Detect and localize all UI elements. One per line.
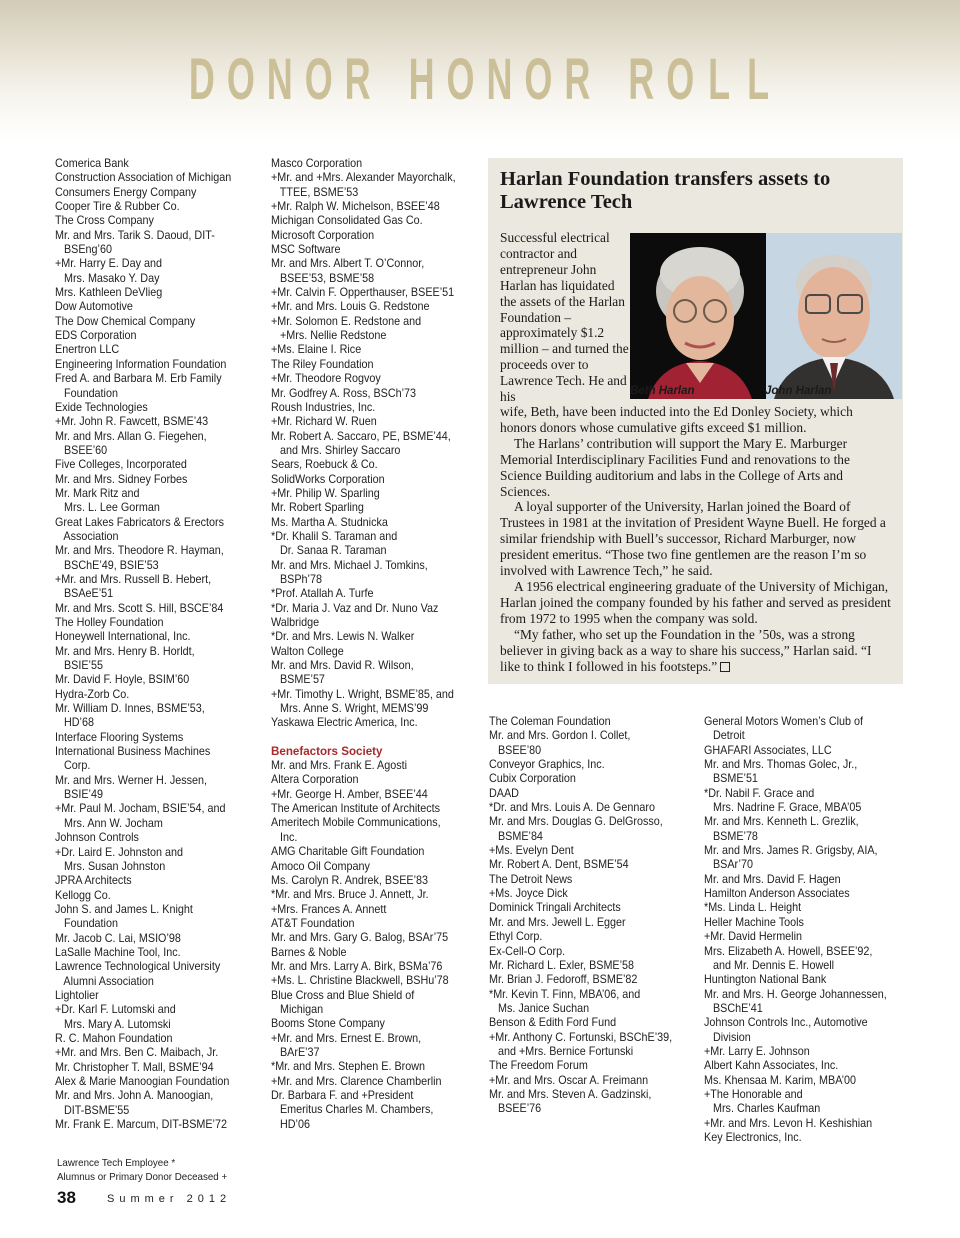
donor-entry: BSChE’49, BSIE’53: [55, 558, 159, 572]
donor-entry: and Mrs. Shirley Saccaro: [271, 443, 401, 457]
donor-entry: The Freedom Forum: [489, 1059, 588, 1073]
donor-entry: +Mr. and Mrs. Russell B. Hebert,: [55, 572, 212, 586]
donor-entry: Honeywell International, Inc.: [55, 630, 191, 644]
donor-entry: HD’06: [271, 1117, 310, 1131]
donor-entry: LaSalle Machine Tool, Inc.: [55, 945, 181, 959]
donor-entry: Mr. and Mrs. Theodore R. Hayman,: [55, 544, 224, 558]
donor-entry: Mr. and Mrs. Frank E. Agosti: [271, 759, 408, 773]
donor-entry: Mrs. Nadrine F. Grace, MBA’05: [704, 801, 862, 815]
title-letter: O: [304, 47, 333, 112]
donor-entry: +Mr. Larry E. Johnson: [704, 1044, 810, 1058]
donor-entry: Mr. and Mrs. David R. Wilson,: [271, 659, 414, 673]
donor-entry: Mr. Richard L. Exler, BSME’58: [489, 958, 635, 972]
donor-entry: Mr. and Mrs. Larry A. Birk, BSMa’76: [271, 959, 443, 973]
donor-entry: BSPh’78: [271, 572, 322, 586]
donor-entry: Inc.: [271, 830, 298, 844]
donor-entry: Mr. and Mrs. Tarik S. Daoud, DIT-: [55, 228, 215, 242]
donor-entry: Mrs. Anne S. Wright, MEMS’99: [271, 702, 429, 716]
donor-entry: Alumni Association: [55, 974, 154, 988]
donor-entry: TTEE, BSME’53: [271, 185, 359, 199]
donor-entry: Benson & Edith Ford Fund: [489, 1016, 617, 1030]
donor-entry: BSEE’60: [55, 443, 108, 457]
title-letter: R: [344, 47, 371, 112]
donor-entry: HD’68: [55, 716, 94, 730]
donor-entry: The American Institute of Architects: [271, 802, 440, 816]
donor-entry: DIT-BSME’55: [55, 1103, 130, 1117]
donor-entry: Walbridge: [271, 616, 320, 629]
donor-entry: +Mr. and +Mrs. Alexander Mayorchalk,: [271, 171, 456, 185]
title-letter: L: [747, 47, 770, 112]
title-letter: L: [708, 47, 731, 112]
donor-entry: and +Mrs. Bernice Fortunski: [489, 1044, 634, 1058]
donor-entry: Mrs. Susan Johnston: [55, 859, 166, 873]
donor-entry: Mr. and Mrs. Steven A. Gadzinski,: [489, 1087, 652, 1101]
donor-entry: Microsoft Corporation: [271, 228, 375, 242]
donor-column-2: [271, 157, 476, 1132]
donor-entry: *Dr. Maria J. Vaz and Dr. Nuno Vaz: [271, 601, 439, 615]
donor-entry: Mr. David F. Hoyle, BSIM’60: [55, 673, 190, 687]
donor-entry: +Ms. Joyce Dick: [489, 887, 568, 901]
donor-column-3: [489, 715, 701, 1117]
donor-entry: Cooper Tire & Rubber Co.: [55, 200, 180, 214]
donor-entry: *Ms. Linda L. Height: [704, 901, 802, 915]
donor-entry: +Dr. Laird E. Johnston and: [55, 845, 183, 859]
donor-entry: Comerica Bank: [55, 157, 129, 170]
donor-entry: +Mr. and Mrs. Oscar A. Freimann: [489, 1073, 649, 1087]
donor-entry: Corp.: [55, 759, 91, 773]
feature-article: [488, 158, 903, 684]
donor-entry: BSME’51: [704, 772, 758, 786]
donor-entry: +Mr. George H. Amber, BSEE’44: [271, 787, 428, 801]
donor-entry: Consumers Energy Company: [55, 185, 197, 199]
donor-entry: +Mr. Philip W. Sparling: [271, 486, 380, 500]
article-paragraph: [500, 627, 892, 675]
title-letter: [597, 46, 622, 113]
donor-entry: Five Colleges, Incorporated: [55, 458, 187, 472]
donor-entry: Mr. and Mrs. Gary G. Balog, BSAr’75: [271, 931, 449, 945]
donor-entry: Division: [704, 1030, 751, 1044]
article-intro: Successful electrical contractor and entrepreneur John Harlan has liquidated the assets of the Harlan Foundation – approximately $1.2 million – and turned the proceeds over to Lawrence Tech. He and his: [500, 230, 629, 405]
donor-entry: Ms. Janice Suchan: [489, 1001, 590, 1015]
page-number: 38: [57, 1188, 76, 1207]
donor-entry: BSChE’41: [704, 1001, 763, 1015]
donor-entry: Mr. Godfrey A. Ross, BSCh’73: [271, 386, 417, 400]
donor-entry: AMG Charitable Gift Foundation: [271, 845, 425, 859]
donor-entry: BSEE’53, BSME’58: [271, 271, 375, 285]
donor-entry: International Business Machines: [55, 745, 211, 759]
donor-entry: BSME’57: [271, 673, 325, 687]
donor-entry: Hamilton Anderson Associates: [704, 887, 850, 901]
donor-entry: Mr. and Mrs. H. George Johannessen,: [704, 987, 887, 1001]
issue-label: Summer 2012: [107, 1193, 232, 1205]
donor-entry: Association: [55, 529, 119, 543]
donor-entry: Construction Association of Michigan: [55, 171, 232, 185]
beth-harlan-photo: [630, 233, 766, 399]
legend-employee: Lawrence Tech Employee *: [57, 1157, 176, 1169]
donor-entry: Ex-Cell-O Corp.: [489, 944, 566, 958]
title-letter: N: [266, 47, 293, 112]
donor-entry: Mr. and Mrs. David F. Hagen: [704, 872, 841, 886]
donor-entry: Mr. Robert A. Saccaro, PE, BSME’44,: [271, 429, 451, 443]
donor-entry: +Mrs. Nellie Redstone: [271, 329, 387, 343]
donor-entry: Blue Cross and Blue Shield of: [271, 988, 415, 1002]
donor-entry: Fred A. and Barbara M. Erb Family: [55, 372, 222, 386]
donor-column-1: [55, 157, 265, 1132]
donor-entry: John S. and James L. Knight: [55, 902, 193, 916]
donor-entry: Mrs. Mary A. Lutomski: [55, 1017, 171, 1031]
donor-entry: The Detroit News: [489, 872, 573, 886]
donor-entry: Walton College: [271, 644, 344, 658]
beth-harlan-caption: Beth Harlan: [630, 385, 695, 397]
donor-entry: Ethyl Corp.: [489, 930, 543, 944]
donor-entry: The Riley Foundation: [271, 357, 374, 371]
article-paragraph: A 1956 electrical engineering graduate of the University of Michigan, Harlan joined the company founded by his father and served as president from 1972 to 1995 when the company was sold.: [500, 578, 891, 626]
legend: [57, 1156, 240, 1184]
donor-entry: BSEng’60: [55, 243, 112, 257]
donor-entry: +Mr. and Mrs. Ben C. Maibach, Jr.: [55, 1046, 219, 1060]
john-harlan-photo: [766, 233, 902, 399]
donor-entry: Dominick Tringali Architects: [489, 901, 621, 915]
donor-entry: Enertron LLC: [55, 343, 120, 357]
donor-entry: BSIE’49: [55, 788, 103, 802]
donor-entry: Mr. Mark Ritz and: [55, 486, 140, 500]
donor-entry: Foundation: [55, 917, 118, 931]
donor-entry: Kellogg Co.: [55, 888, 111, 902]
donor-entry: Dr. Sanaa R. Taraman: [271, 544, 387, 558]
donor-entry: The Dow Chemical Company: [55, 314, 196, 328]
donor-entry: +Mr. and Mrs. Ernest E. Brown,: [271, 1031, 422, 1045]
donor-entry: *Mr. and Mrs. Stephen E. Brown: [271, 1060, 426, 1074]
donor-entry: Mrs. Kathleen DeVlieg: [55, 286, 163, 300]
donor-entry: Ms. Carolyn R. Andrek, BSEE’83: [271, 873, 429, 887]
section-heading-benefactors: Benefactors Society: [271, 744, 383, 758]
donor-entry: Barnes & Noble: [271, 945, 347, 959]
donor-entry: JPRA Architects: [55, 874, 132, 888]
article-closing-text: “My father, who set up the Foundation in the ’50s, was a strong believer in giving back as a way to share his success,” Harlan said. “I like to think I followed in his footsteps.”: [500, 626, 872, 674]
donor-entry: Conveyor Graphics, Inc.: [489, 758, 605, 772]
donor-entry: Hydra-Zorb Co.: [55, 687, 130, 701]
donor-entry: +Mr. Timothy L. Wright, BSME’85, and: [271, 687, 454, 701]
donor-entry: Mr. Brian J. Fedoroff, BSME’82: [489, 973, 638, 987]
donor-entry: R. C. Mahon Foundation: [55, 1031, 173, 1045]
donor-entry: +Mr. and Mrs. Levon H. Keshishian: [704, 1116, 873, 1130]
donor-entry: *Mr. and Mrs. Bruce J. Annett, Jr.: [271, 888, 429, 902]
donor-entry: AT&T Foundation: [271, 916, 355, 930]
donor-entry: +Mr. Ralph W. Michelson, BSEE’48: [271, 200, 440, 214]
donor-entry: GHAFARI Associates, LLC: [704, 743, 832, 757]
page-title: [182, 46, 777, 113]
donor-entry: Key Electronics, Inc.: [704, 1130, 802, 1144]
donor-entry: +Mr. Solomon E. Redstone and: [271, 314, 422, 328]
donor-entry: +Ms. L. Christine Blackwell, BSHu’78: [271, 974, 449, 988]
donor-entry: Mr. and Mrs. Werner H. Jessen,: [55, 773, 207, 787]
donor-entry: +Mr. Theodore Rogvoy: [271, 372, 381, 386]
donor-entry: BSIE’55: [55, 659, 103, 673]
donor-entry: Sears, Roebuck & Co.: [271, 458, 378, 472]
donor-entry: The Holley Foundation: [55, 616, 164, 629]
donor-entry: *Dr. Khalil S. Taraman and: [271, 529, 398, 543]
donor-entry: Mr. and Mrs. Gordon I. Collet,: [489, 729, 631, 743]
donor-entry: Exide Technologies: [55, 400, 148, 414]
donor-entry: Mrs. Charles Kaufman: [704, 1102, 821, 1116]
donor-entry: Mr. and Mrs. Kenneth L. Grezlik,: [704, 815, 859, 829]
donor-entry: *Dr. and Mrs. Louis A. De Gennaro: [489, 801, 656, 815]
donor-entry: Mr. and Mrs. Thomas Golec, Jr.,: [704, 758, 858, 772]
donor-entry: Mr. and Mrs. Albert T. O’Connor,: [271, 257, 425, 271]
donor-entry: Dow Automotive: [55, 300, 133, 314]
donor-entry: +Mr. Richard W. Ruen: [271, 415, 377, 429]
title-letter: O: [226, 47, 255, 112]
donor-entry: Foundation: [55, 386, 118, 400]
donor-entry: Mrs. Masako Y. Day: [55, 271, 160, 285]
donor-entry: MSC Software: [271, 243, 341, 257]
donor-entry: Cubix Corporation: [489, 772, 576, 786]
donor-entry: *Dr. Nabil F. Grace and: [704, 786, 815, 800]
donor-entry: +Ms. Evelyn Dent: [489, 844, 574, 858]
article-paragraph: A loyal supporter of the University, Harlan joined the Board of Trustees in 1981 at the invitation of President Wayne Buell. He forged a similar friendship with Buell’s successor, Richard Marburger, now president emeritus. “Those two fine gentlemen are the reason I’m so involved with Lawrence Tech,” he said.: [500, 499, 886, 579]
article-headline: Harlan Foundation transfers assets to Lawrence Tech: [500, 168, 831, 213]
donor-entry: Ms. Martha A. Studnicka: [271, 515, 388, 529]
donor-entry: The Cross Company: [55, 214, 154, 228]
john-harlan-caption: John Harlan: [765, 385, 832, 397]
donor-entry: Altera Corporation: [271, 773, 359, 787]
donor-column-4: [704, 715, 914, 1145]
donor-entry: Mr. and Mrs. Henry B. Horldt,: [55, 644, 195, 658]
title-letter: O: [666, 47, 695, 112]
donor-entry: General Motors Women’s Club of: [704, 715, 864, 728]
title-letter: N: [486, 47, 513, 112]
donor-entry: Johnson Controls: [55, 831, 139, 845]
donor-entry: *Prof. Atallah A. Turfe: [271, 587, 374, 601]
donor-entry: Mr. and Mrs. Scott S. Hill, BSCE’84: [55, 601, 224, 615]
donor-entry: Huntington National Bank: [704, 973, 827, 987]
donor-entry: +Dr. Karl F. Lutomski and: [55, 1003, 176, 1017]
donor-entry: Masco Corporation: [271, 157, 363, 170]
donor-entry: BSME’78: [704, 829, 758, 843]
donor-entry: Amoco Oil Company: [271, 859, 370, 873]
donor-entry: Dr. Barbara F. and +President: [271, 1089, 414, 1102]
donor-entry: Albert Kahn Associates, Inc.: [704, 1059, 839, 1073]
donor-entry: Mr. Frank E. Marcum, DIT-BSME’72: [55, 1118, 227, 1132]
donor-entry: *Mr. Kevin T. Finn, MBA’06, and: [489, 987, 641, 1001]
donor-entry: BSEE’80: [489, 743, 542, 757]
donor-entry: +Mr. Calvin F. Opperthauser, BSEE’51: [271, 286, 455, 300]
donor-entry: +Ms. Elaine I. Rice: [271, 343, 362, 357]
donor-entry: BSAeE’51: [55, 587, 114, 601]
donor-entry: +The Honorable and: [704, 1087, 803, 1101]
donor-entry: +Mr. David Hermelin: [704, 930, 802, 944]
donor-entry: Emeritus Charles M. Chambers,: [271, 1103, 434, 1117]
donor-entry: Mrs. L. Lee Gorman: [55, 501, 160, 515]
donor-entry: Michigan: [271, 1002, 324, 1016]
donor-entry: Great Lakes Fabricators & Erectors: [55, 515, 224, 529]
donor-entry: Engineering Information Foundation: [55, 357, 227, 371]
donor-entry: Interface Flooring Systems: [55, 730, 184, 744]
donor-entry: Detroit: [704, 729, 745, 743]
donor-entry: Mr. and Mrs. Michael J. Tomkins,: [271, 558, 428, 572]
donor-entry: Mr. and Mrs. James R. Grigsby, AIA,: [704, 844, 878, 858]
donor-entry: BSEE’76: [489, 1102, 542, 1116]
donor-entry: Mrs. Ann W. Jocham: [55, 816, 163, 830]
end-of-article-icon: [720, 662, 730, 672]
donor-entry: Michigan Consolidated Gas Co.: [271, 214, 423, 228]
donor-entry: +Mr. Anthony C. Fortunski, BSChE’39,: [489, 1030, 673, 1044]
title-letter: O: [446, 47, 475, 112]
donor-entry: Mr. Christopher T. Mall, BSME’94: [55, 1060, 214, 1074]
donor-entry: +Mr. and Mrs. Louis G. Redstone: [271, 300, 430, 314]
donor-entry: BSAr’70: [704, 858, 753, 872]
donor-entry: Mr. William D. Innes, BSME’53,: [55, 702, 205, 716]
donor-entry: Mr. and Mrs. John A. Manoogian,: [55, 1089, 214, 1103]
title-letter: R: [564, 47, 591, 112]
donor-entry: Alex & Marie Manoogian Foundation: [55, 1075, 230, 1088]
article-body: [500, 404, 892, 674]
donor-entry: +Mrs. Frances A. Annett: [271, 902, 387, 916]
donor-entry: DAAD: [489, 786, 519, 800]
donor-entry: Ms. Khensaa M. Karim, MBA’00: [704, 1073, 857, 1087]
donor-entry: and Mr. Dennis E. Howell: [704, 958, 835, 972]
donor-entry: +Mr. John R. Fawcett, BSME’43: [55, 415, 209, 429]
article-paragraph: The Harlans’ contribution will support the Mary E. Marburger Memorial Interdisciplinary Facilities Fund and renovations to the Science Building auditorium and labs in the College of Arts and Sciences.: [500, 435, 850, 499]
donor-entry: BArE’37: [271, 1045, 320, 1059]
donor-entry: +Mr. and Mrs. Clarence Chamberlin: [271, 1074, 442, 1088]
donor-entry: Mr. Jacob C. Lai, MSIO’98: [55, 931, 181, 945]
donor-entry: Mr. and Mrs. Douglas G. DelGrosso,: [489, 815, 663, 829]
donor-entry: Mr. and Mrs. Sidney Forbes: [55, 472, 188, 486]
title-letter: R: [628, 47, 655, 112]
donor-entry: Roush Industries, Inc.: [271, 400, 376, 414]
legend-deceased: Alumnus or Primary Donor Deceased +: [57, 1171, 228, 1183]
donor-entry: Johnson Controls Inc., Automotive: [704, 1016, 868, 1030]
donor-entry: Mr. Robert Sparling: [271, 501, 364, 515]
donor-entry: +Mr. Paul M. Jocham, BSIE’54, and: [55, 802, 226, 816]
donor-entry: Lawrence Technological University: [55, 960, 221, 974]
donor-entry: Mr. and Mrs. Allan G. Fiegehen,: [55, 429, 207, 443]
donor-entry: SolidWorks Corporation: [271, 472, 385, 486]
article-paragraph: wife, Beth, have been inducted into the Ed Donley Society, which honors donors whose cumulative gifts exceed $1 million.: [500, 404, 853, 435]
donor-entry: The Coleman Foundation: [489, 715, 611, 728]
title-letter: D: [188, 47, 215, 112]
donor-entry: Mrs. Elizabeth A. Howell, BSEE’92,: [704, 944, 873, 958]
title-letter: H: [408, 47, 435, 112]
donor-entry: Yaskawa Electric America, Inc.: [271, 716, 418, 730]
donor-entry: Lightolier: [55, 988, 99, 1002]
title-letter: [377, 46, 402, 113]
donor-entry: Booms Stone Company: [271, 1017, 385, 1031]
donor-entry: Mr. Robert A. Dent, BSME’54: [489, 858, 629, 872]
donor-entry: Ameritech Mobile Communications,: [271, 816, 441, 830]
donor-entry: *Dr. and Mrs. Lewis N. Walker: [271, 630, 415, 644]
donor-entry: +Mr. Harry E. Day and: [55, 257, 162, 271]
donor-entry: EDS Corporation: [55, 329, 137, 343]
donor-entry: BSME’84: [489, 829, 543, 843]
donor-entry: Mr. and Mrs. Jewell L. Egger: [489, 915, 626, 929]
donor-entry: Heller Machine Tools: [704, 915, 804, 929]
title-letter: O: [524, 47, 553, 112]
